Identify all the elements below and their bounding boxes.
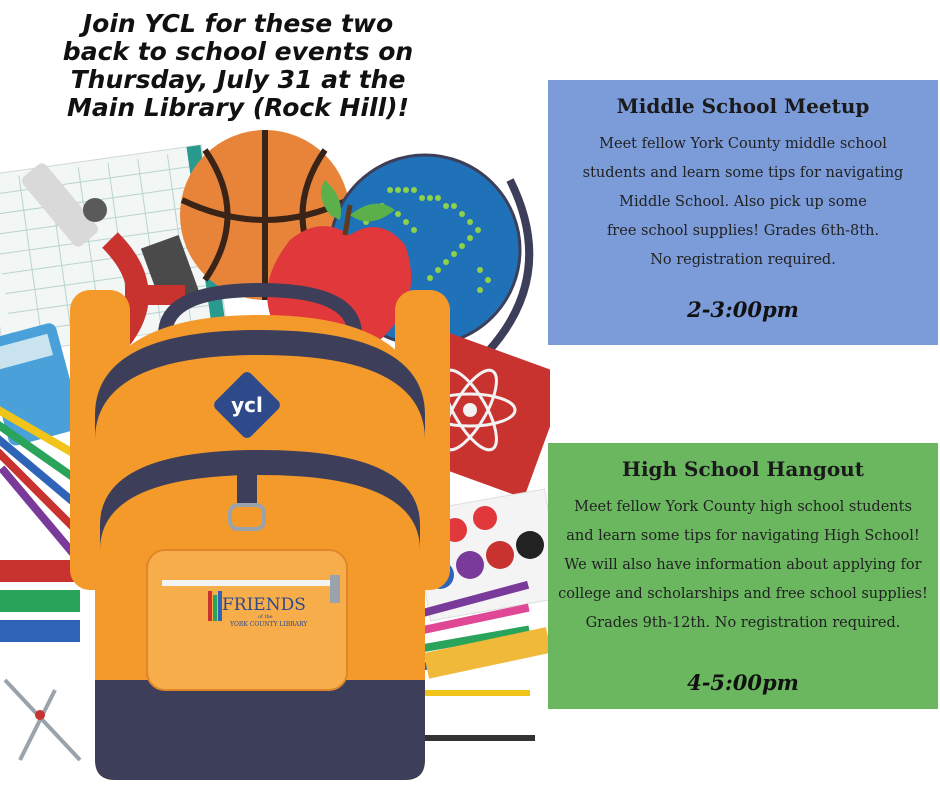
svg-text:FRIENDS: FRIENDS	[222, 595, 306, 615]
svg-text:of the: of the	[258, 614, 273, 620]
high-school-event-card	[548, 443, 938, 709]
svg-text:YORK COUNTY LIBRARY: YORK COUNTY LIBRARY	[230, 621, 308, 628]
event-time: 2-3:00pm	[687, 297, 799, 322]
event-headline	[38, 10, 438, 122]
event-description	[548, 130, 938, 275]
backpack-icon	[70, 290, 450, 780]
headline-line: Main Library (Rock Hill)!	[67, 93, 409, 122]
event-title: Middle School Meetup	[616, 94, 870, 118]
school-supplies-illustration	[0, 120, 550, 788]
description-line: free school supplies! Grades 6th-8th.	[606, 223, 880, 239]
description-line: Middle School. Also pick up some	[619, 194, 867, 210]
description-line: and learn some tips for navigating High School!	[566, 528, 920, 544]
description-line: Grades 9th-12th. No registration required.	[585, 615, 901, 631]
description-line: We will also have information about applying for	[564, 557, 922, 573]
headline-line: back to school events on	[62, 37, 414, 66]
headline-line: Join YCL for these two	[82, 9, 394, 38]
ycl-logo: ycl	[231, 393, 263, 417]
description-line: No registration required.	[650, 252, 836, 268]
event-time: 4-5:00pm	[687, 670, 799, 695]
compass-icon	[5, 680, 80, 760]
middle-school-event-card	[548, 80, 938, 345]
event-description	[548, 493, 938, 638]
event-title: High School Hangout	[622, 457, 864, 481]
description-line: college and scholarships and free school supplies!	[558, 586, 928, 602]
headline-line: Thursday, July 31 at the	[70, 65, 406, 94]
description-line: Meet fellow York County high school students	[574, 499, 912, 515]
description-line: Meet fellow York County middle school	[599, 136, 887, 152]
description-line: students and learn some tips for navigating	[582, 165, 904, 181]
